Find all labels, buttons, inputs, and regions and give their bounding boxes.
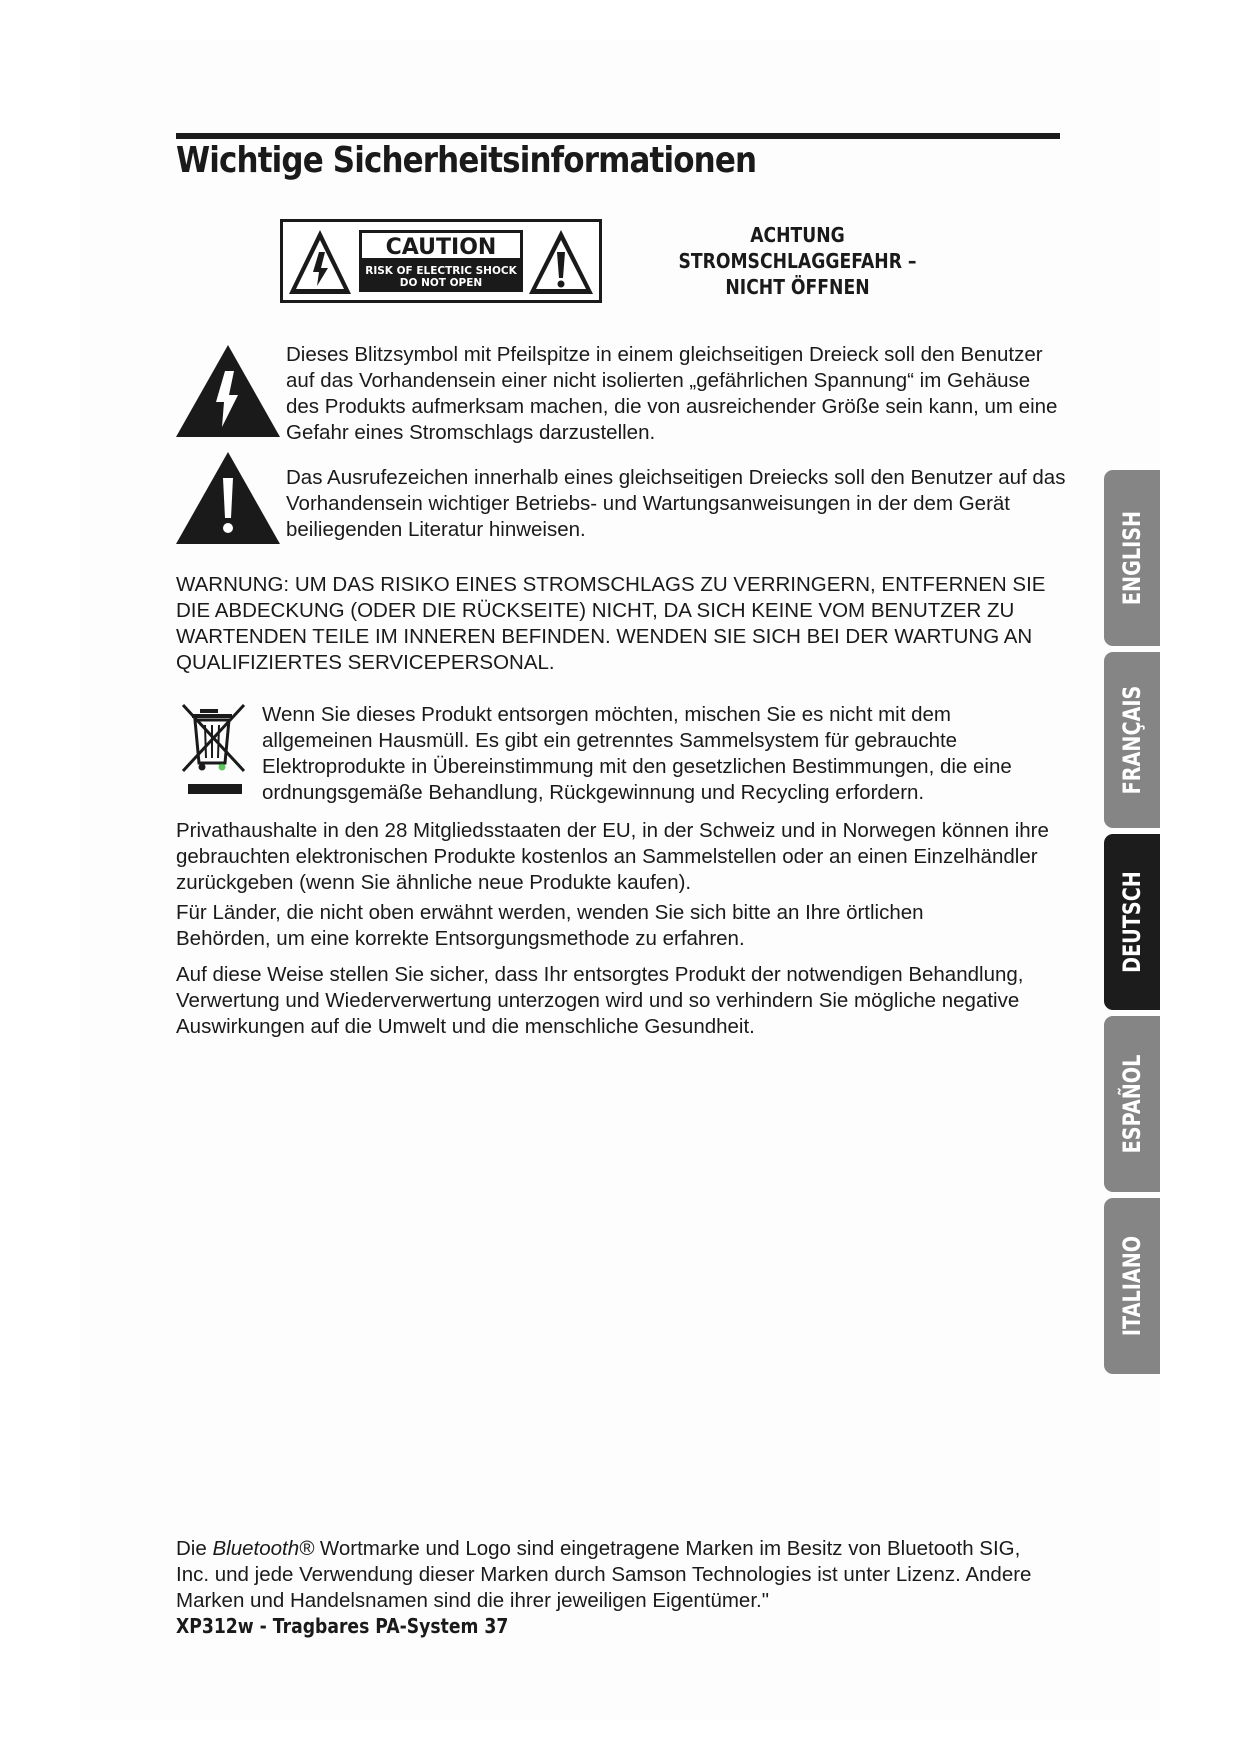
- weee-bin-icon: [180, 703, 250, 799]
- language-tabs: [1104, 0, 1160, 1754]
- private-households-text: Privathaushalte in den 28 Mitgliedsstaaten der EU, in der Schweiz und in Norwegen können ihre gebrauchten elektronischen Produkte kostenlos an Sammelstellen oder an einen Einzelhändler zurückgeben (wenn Sie ähnliche neue Produkte kaufen).: [176, 819, 1049, 894]
- achtung-heading: [645, 222, 950, 300]
- tab-deutsch[interactable]: [1104, 834, 1160, 1010]
- weee-description: Wenn Sie dieses Produkt entsorgen möchten, mischen Sie es nicht mit dem allgemeinen Hausmüll. Es gibt ein getrenntes Sammelsystem für gebrauchte Elektroprodukte in Übereinstimmung mit den gesetzlichen Bestimmungen, die eine ordnungsgemäße Behandlung, Rückgewinnung und Recycling erfordern.: [262, 703, 1012, 804]
- lightning-warning-icon: [289, 230, 351, 294]
- tab-francais[interactable]: [1104, 652, 1160, 828]
- exclamation-warning-icon: [529, 230, 593, 294]
- caution-headline: CAUTION: [385, 235, 497, 260]
- tab-espanol[interactable]: [1104, 1016, 1160, 1192]
- trademark-rest: Wortmarke und Logo sind eingetragene Marken im Besitz von Bluetooth SIG, Inc. und jede Verwendung dieser Marken durch Samson Technologies ist unter Lizenz. Andere Marken und Handelsnamen sind die ihrer jeweiligen Eigentümer.": [176, 1537, 1032, 1612]
- product-footer: XP312w - Tragbares PA-System 37: [176, 1614, 509, 1638]
- tab-espanol-label: ESPAÑOL: [1118, 1054, 1146, 1154]
- achtung-line-3: NICHT ÖFFNEN: [725, 275, 870, 299]
- tab-francais-label: FRANÇAIS: [1118, 685, 1146, 795]
- tab-italiano[interactable]: [1104, 1198, 1160, 1374]
- bluetooth-brand: Bluetooth®: [212, 1537, 315, 1560]
- assurance-text: Auf diese Weise stellen Sie sicher, dass Ihr entsorgtes Produkt der notwendigen Behandlung, Verwertung und Wiederverwertung unterzogen wird und so verhindern Sie mögliche negative Auswirkungen auf die Umwelt und die menschliche Gesundheit.: [176, 963, 1024, 1038]
- tab-deutsch-label: DEUTSCH: [1118, 871, 1146, 973]
- other-countries-text: Für Länder, die nicht oben erwähnt werden, wenden Sie sich bitte an Ihre örtlichen Behörden, um eine korrekte Entsorgungsmethode zu erfahren.: [176, 901, 924, 950]
- trademark-prefix: Die: [176, 1537, 213, 1560]
- caution-line-2: DO NOT OPEN: [399, 277, 483, 289]
- lightning-description: Dieses Blitzsymbol mit Pfeilspitze in einem gleichseitigen Dreieck soll den Benutzer auf das Vorhandensein einer nicht isolierten „gefährlichen Spannung“ im Gehäuse des Produkts aufmerksam machen, die von ausreichender Größe sein kann, um eine Gefahr eines Stromschlags darzustellen.: [286, 343, 1058, 444]
- title-rule: [176, 133, 1060, 139]
- caution-label: [280, 219, 602, 303]
- warning-text: WARNUNG: UM DAS RISIKO EINES STROMSCHLAGS ZU VERRINGERN, ENTFERNEN SIE DIE ABDECKUNG (ODER DIE RÜCKSEITE) NICHT, DA SICH KEINE VOM BENUTZER ZU WARTENDEN TEILE IM INNEREN BEFINDEN. WENDEN SIE SICH BEI DER WARTUNG AN QUALIFIZIERTES SERVICEPERSONAL.: [176, 573, 1046, 674]
- tab-italiano-label: ITALIANO: [1118, 1235, 1146, 1337]
- page-title: Wichtige Sicherheitsinformationen: [176, 140, 757, 181]
- exclamation-triangle-icon: [176, 452, 280, 544]
- exclamation-description: Das Ausrufezeichen innerhalb eines gleichseitigen Dreiecks soll den Benutzer auf das Vorhandensein wichtiger Betriebs- und Wartungsanweisungen in der dem Gerät beiliegenden Literatur hinweisen.: [286, 466, 1066, 541]
- achtung-line-2: STROMSCHLAGGEFAHR –: [678, 249, 917, 273]
- lightning-triangle-icon: [176, 345, 280, 437]
- trademark-note: [176, 1536, 1056, 1614]
- achtung-line-1: ACHTUNG: [750, 223, 845, 247]
- caution-line-1: RISK OF ELECTRIC SHOCK: [365, 265, 517, 277]
- tab-english[interactable]: [1104, 470, 1160, 646]
- tab-english-label: ENGLISH: [1118, 510, 1146, 606]
